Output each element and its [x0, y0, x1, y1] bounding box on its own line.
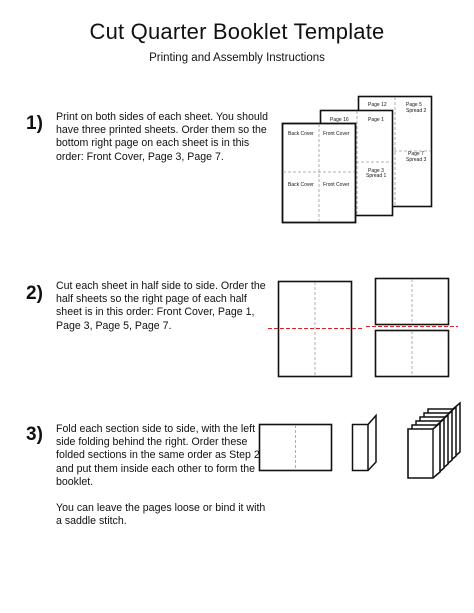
step-2-paragraph: Cut each sheet in half side to side. Order the half sheets so the right page of each half sheet is in this order: Front Cover, Page 1, Page 3, Page 5, Page 7. — [56, 280, 266, 332]
sheet-back-bottom-right: Page 7 — [408, 151, 424, 157]
nested-booklet — [408, 403, 460, 478]
sheet-front-top-left: Back Cover — [288, 131, 314, 137]
page-subtitle: Printing and Assembly Instructions — [149, 52, 325, 64]
sheet-back-top-right: Page 5 — [406, 102, 422, 108]
sheet-middle-bottom-right-sub: Spread 1 — [366, 173, 387, 179]
step-2-number: 2) — [26, 283, 43, 304]
step-3-number: 3) — [26, 424, 43, 445]
sheet-back-bottom-right-sub: Spread 3 — [406, 157, 427, 163]
step-1-number: 1) — [26, 113, 43, 134]
page-title: Cut Quarter Booklet Template — [89, 19, 385, 44]
sheet-middle-top-left: Page 16 — [330, 117, 349, 123]
folded-section — [353, 416, 377, 471]
step-3-paragraph: Fold each section side to side, with the left side folding behind the right. Order these folded sections in the same order as Step 2 and put them inside each other to form the booklet. — [56, 423, 260, 488]
sheet-middle-bottom-right: Page 3 — [368, 168, 384, 174]
half-sheet-unfolded — [260, 425, 332, 471]
sheet-front-bottom-right: Front Cover — [323, 182, 350, 188]
sheet-back-top-right-sub: Spread 2 — [406, 108, 427, 114]
sheet-middle-top-right: Page 1 — [368, 117, 384, 123]
step-1-paragraph: Print on both sides of each sheet. You should have three printed sheets. Order them so the bottom right page on each sheet is in this order: Front Cover, Page 3, Page 7. — [56, 111, 269, 163]
sheet-front-top-right: Front Cover — [323, 131, 350, 137]
sheet-back-top-left: Page 12 — [368, 102, 387, 108]
sheet-front-bottom-left: Back Cover — [288, 182, 314, 188]
step-3-paragraph-note: You can leave the pages loose or bind it with a saddle stitch. — [56, 502, 266, 528]
